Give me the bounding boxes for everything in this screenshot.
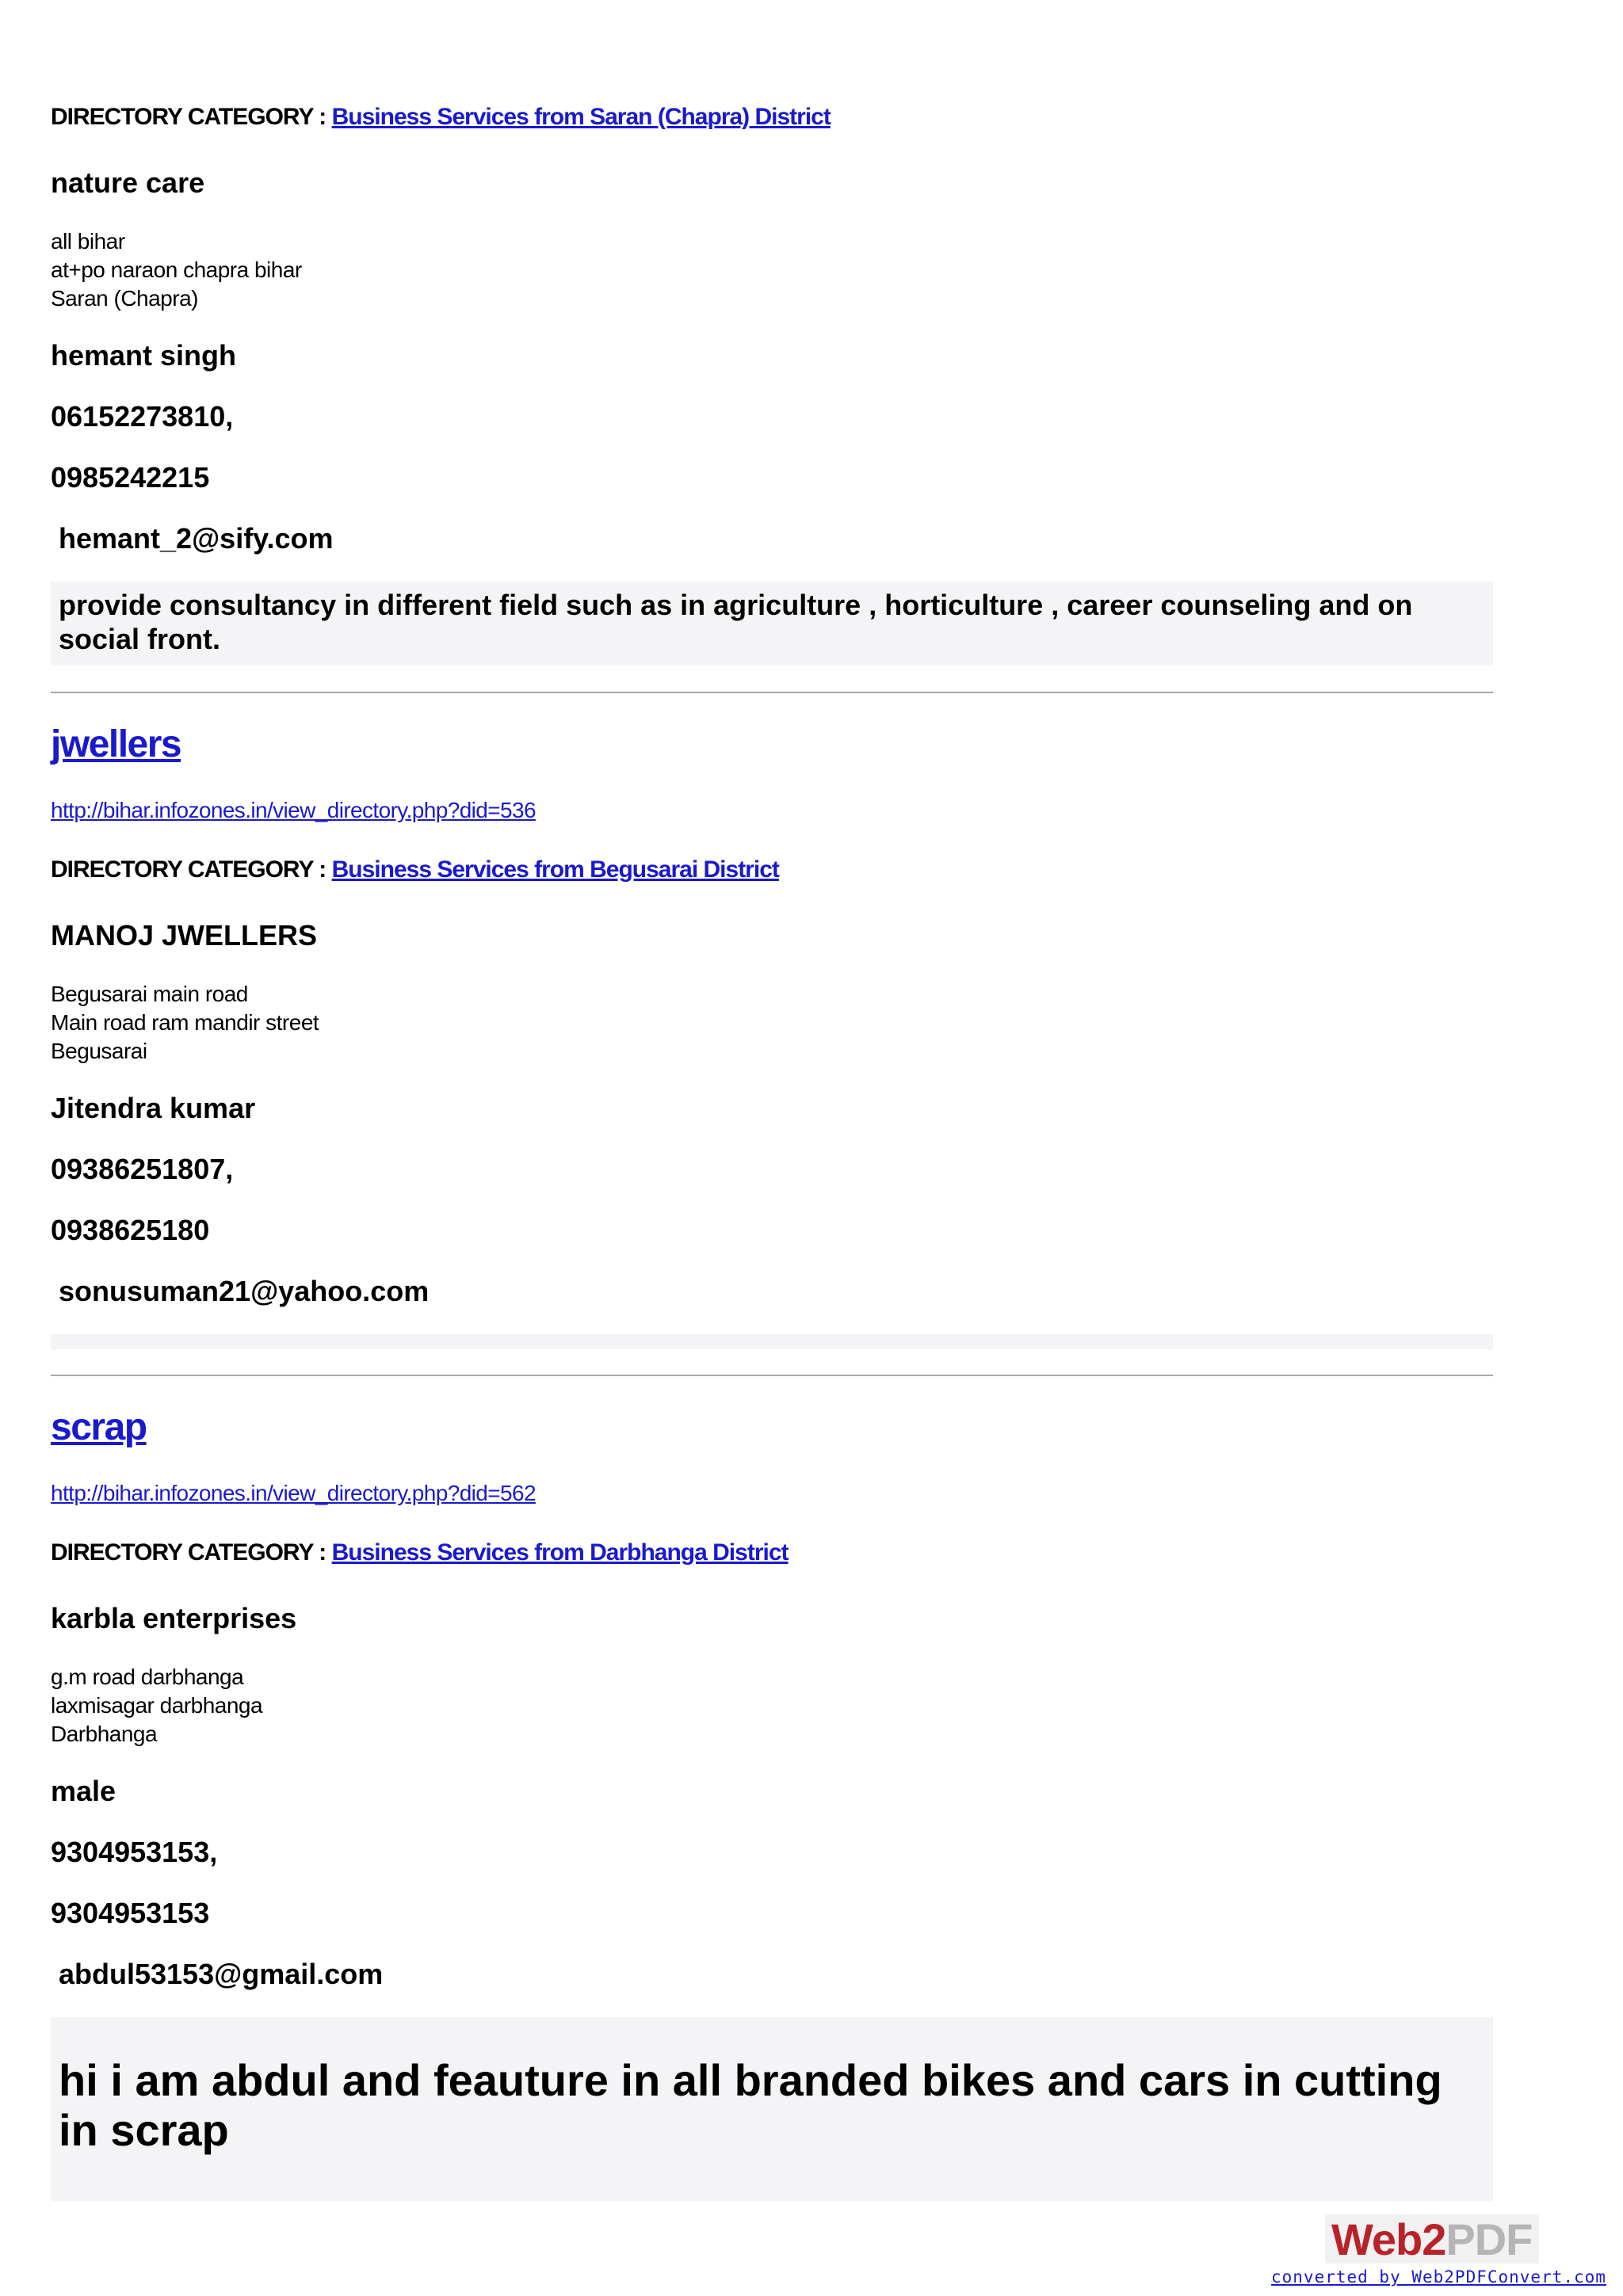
entry-title-link[interactable]: scrap	[51, 1406, 147, 1448]
address-line: Darbhanga	[51, 1722, 158, 1746]
entry-title-link[interactable]: jwellers	[51, 723, 181, 765]
email-address: abdul53153@gmail.com	[59, 1958, 384, 1990]
entry-divider	[51, 692, 1493, 693]
address-block	[51, 980, 319, 1066]
description-box	[51, 2017, 1493, 2201]
web2pdf-logo[interactable]	[1325, 2214, 1539, 2264]
logo-part-web2: Web2	[1331, 2214, 1446, 2264]
description-text: provide consultancy in different field such as in agriculture , horticulture , career counseling and on social front.	[59, 589, 1413, 655]
business-name: nature care	[51, 166, 205, 199]
address-line: Begusarai main road	[51, 982, 248, 1006]
phone-primary: 09386251807,	[51, 1153, 234, 1185]
contact-person: hemant singh	[51, 339, 237, 372]
description-text: hi i am abdul and feauture in all branded bikes and cars in cutting in scrap	[59, 2055, 1442, 2155]
directory-category-label: DIRECTORY CATEGORY :	[51, 856, 327, 883]
description-box	[51, 582, 1493, 666]
converted-by-link[interactable]: converted by Web2PDFConvert.com	[1271, 2267, 1606, 2286]
directory-category-line	[51, 104, 831, 131]
entry-url-link[interactable]: http://bihar.infozones.in/view_directory.php?did=562	[51, 1481, 536, 1505]
address-line: Begusarai	[51, 1039, 147, 1063]
category-link[interactable]: Business Services from Saran (Chapra) District	[331, 104, 831, 130]
address-line: Saran (Chapra)	[51, 286, 198, 311]
directory-category-line	[51, 856, 779, 883]
address-line: laxmisagar darbhanga	[51, 1693, 263, 1718]
address-block	[51, 227, 302, 313]
address-line: g.m road darbhanga	[51, 1665, 244, 1689]
email-address: hemant_2@sify.com	[59, 522, 334, 555]
contact-person: Jitendra kumar	[51, 1092, 256, 1124]
phone-primary: 06152273810,	[51, 400, 234, 433]
directory-category-label: DIRECTORY CATEGORY :	[51, 1539, 327, 1566]
entry-divider	[51, 1375, 1493, 1376]
web2pdf-logo-text	[1331, 2214, 1533, 2264]
category-link[interactable]: Business Services from Darbhanga District	[331, 1539, 789, 1566]
contact-person: male	[51, 1775, 116, 1807]
phone-secondary: 9304953153	[51, 1897, 210, 1929]
logo-part-pdf: PDF	[1445, 2214, 1533, 2264]
address-line: Main road ram mandir street	[51, 1010, 319, 1035]
address-line: at+po naraon chapra bihar	[51, 257, 302, 282]
phone-secondary: 0938625180	[51, 1214, 210, 1246]
business-name: MANOJ JWELLERS	[51, 919, 318, 952]
directory-category-label: DIRECTORY CATEGORY :	[51, 104, 327, 130]
phone-primary: 9304953153,	[51, 1836, 218, 1868]
category-link[interactable]: Business Services from Begusarai District	[331, 856, 779, 883]
business-name: karbla enterprises	[51, 1602, 297, 1634]
email-address: sonusuman21@yahoo.com	[59, 1275, 430, 1307]
address-block	[51, 1663, 262, 1749]
entry-url-link[interactable]: http://bihar.infozones.in/view_directory.php?did=536	[51, 798, 536, 822]
phone-secondary: 0985242215	[51, 461, 210, 494]
address-line: all bihar	[51, 229, 125, 254]
directory-category-line	[51, 1539, 789, 1566]
description-box	[51, 1334, 1493, 1349]
